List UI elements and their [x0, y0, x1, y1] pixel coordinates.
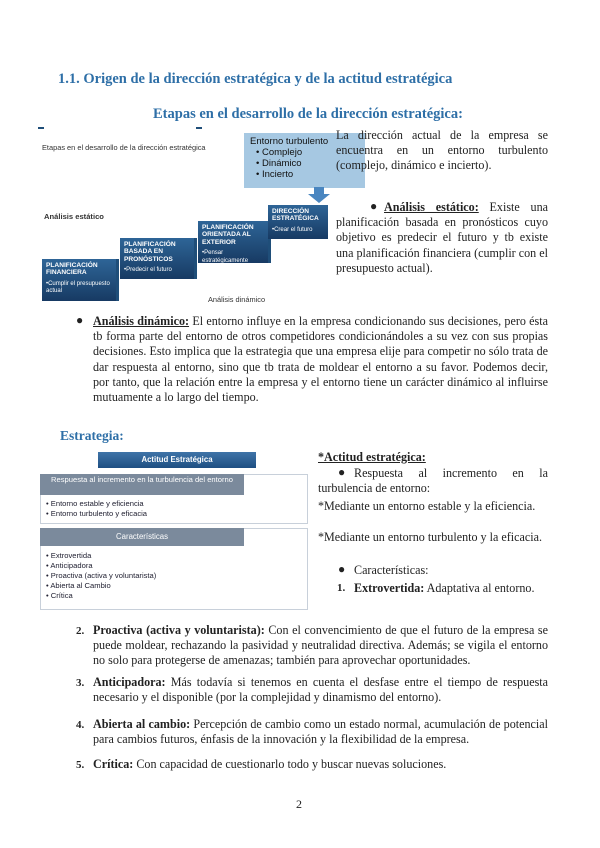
characteristic-anticipadora: Anticipadora: Más todavía si tenemos en cuenta el desfase entre el tiempo de respuesta necesario y el disponible (por la complejidad y dinamismo del entorno). — [93, 675, 549, 705]
diagram-top-mark — [38, 127, 44, 129]
actitud-bullet-response: Respuesta al incremento en la turbulencia de entorno: — [318, 466, 548, 496]
bullet-dot: ● — [370, 199, 378, 213]
section-heading: 1.1. Origen de la dirección estratégica y de la actitud estratégica — [58, 71, 453, 87]
bullet-dot: ● — [76, 313, 84, 327]
env-item: • Incierto — [256, 169, 294, 180]
characteristic-item: • Proactiva (activa y voluntarista) — [46, 571, 157, 580]
stage-direccion: DIRECCIÓN ESTRATÉGICA •Crear el futuro — [268, 205, 328, 239]
characteristic-item: • Extrovertida — [46, 551, 92, 560]
stair-riser — [194, 238, 197, 279]
characteristics-banner: Características — [40, 528, 244, 546]
characteristic-proactiva: Proactiva (activa y voluntarista): Con el convencimiento de que el futuro de la empresa se puede moldear, rechazando la pasividad y neutralidad directiva. Además; se vigila el entorno no solo para protegerse de amenazas; también para aprovechar oportunidades. — [93, 623, 548, 668]
dynamic-analysis-paragraph — [93, 314, 548, 405]
characteristic-abierta: Abierta al cambio: Percepción de cambio como un estado normal, acumulación de potencial para cambios futuros, énfasis de la innovación y la flexibilidad de la empresa. — [93, 717, 548, 747]
response-banner: Respuesta al incremento en la turbulencia del entorno — [40, 474, 244, 495]
env-item: • Complejo — [256, 147, 303, 158]
actitud-banner: Actitud Estratégica — [98, 452, 256, 468]
stair-riser — [116, 259, 119, 301]
static-analysis-paragraph — [336, 200, 548, 276]
actitud-line-stable: *Mediante un entorno estable y la eficiencia. — [318, 499, 536, 513]
env-title: Entorno turbulento — [250, 136, 329, 147]
etapas-heading: Etapas en el desarrollo de la dirección estratégica: — [153, 106, 463, 122]
env-item: • Dinámico — [256, 158, 302, 169]
static-analysis-text: Existe una planificación basada en pronósticos cuyo objetivo es predecir el futuro y tb existe una planificación financiera (cumplir con el presupuesto actual). — [336, 200, 548, 275]
diagram-title: Etapas en el desarrollo de la dirección estratégica — [42, 143, 206, 152]
response-item: • Entorno estable y eficiencia — [46, 499, 144, 508]
actitud-diagram — [38, 450, 314, 610]
actitud-title: *Actitud estratégica: — [318, 450, 426, 464]
stage-financiera: PLANIFICACIÓN FINANCIERA •Cumplir el presupuesto actual — [42, 259, 116, 301]
etapas-diagram — [38, 125, 330, 309]
characteristic-item: • Abierta al Cambio — [46, 581, 111, 590]
item-number: 1. — [337, 582, 346, 594]
item-number: 2. — [76, 625, 85, 637]
label-static-analysis: Análisis estático — [44, 212, 104, 221]
dynamic-analysis-term: Análisis dinámico: — [93, 314, 190, 328]
item-number: 3. — [76, 677, 85, 689]
item-number: 5. — [76, 759, 85, 771]
item-number: 4. — [76, 719, 85, 731]
characteristic-item: • Crítica — [46, 591, 73, 600]
characteristic-critica: Crítica: Con capacidad de cuestionarlo todo y buscar nuevas soluciones. — [93, 757, 447, 771]
actitud-line-turbulent: *Mediante un entorno turbulento y la eficacia. — [318, 530, 542, 544]
down-arrow-icon — [308, 187, 330, 203]
intro-paragraph: La dirección actual de la empresa se encuentra en un entorno turbulento (complejo, dinámico e incierto). — [336, 128, 548, 173]
stage-pronosticos: PLANIFICACIÓN BASADA EN PRONÓSTICOS •Predecir el futuro — [120, 238, 194, 279]
stage-exterior: PLANIFICACIÓN ORIENTADA AL EXTERIOR •Pensar estratégicamente — [198, 221, 268, 263]
response-item: • Entorno turbulento y eficacia — [46, 509, 148, 518]
bullet-dot: ● — [338, 465, 346, 479]
actitud-bullet-characteristics: Características: — [354, 563, 429, 577]
page-number: 2 — [296, 797, 302, 811]
characteristic-item: • Anticipadora — [46, 561, 93, 570]
characteristic-extrovertida: Extrovertida: Adaptativa al entorno. — [354, 581, 535, 595]
bullet-dot: ● — [338, 562, 346, 576]
estrategia-heading: Estrategia: — [60, 428, 124, 443]
diagram-top-mark — [196, 127, 202, 129]
label-dynamic-analysis: Análisis dinámico — [208, 295, 266, 304]
dynamic-analysis-text: El entorno influye en la empresa condicionando sus decisiones, pero ésta tb forma parte del entorno de otros competidores condicionándoles a su vez con sus propias decisiones. Esto implica que la estrategia que una empresa elije para competir no sólo trata de dar respuesta al entorno, sino que tb trata de moldear el entorno a su favor. Podemos decir, por tanto, que la relación entre la empresa y el entorno tiene un carácter dinámico al influirse mutuamente a lo largo del tiempo. — [93, 314, 548, 405]
static-analysis-term: Análisis estático: — [384, 200, 479, 214]
